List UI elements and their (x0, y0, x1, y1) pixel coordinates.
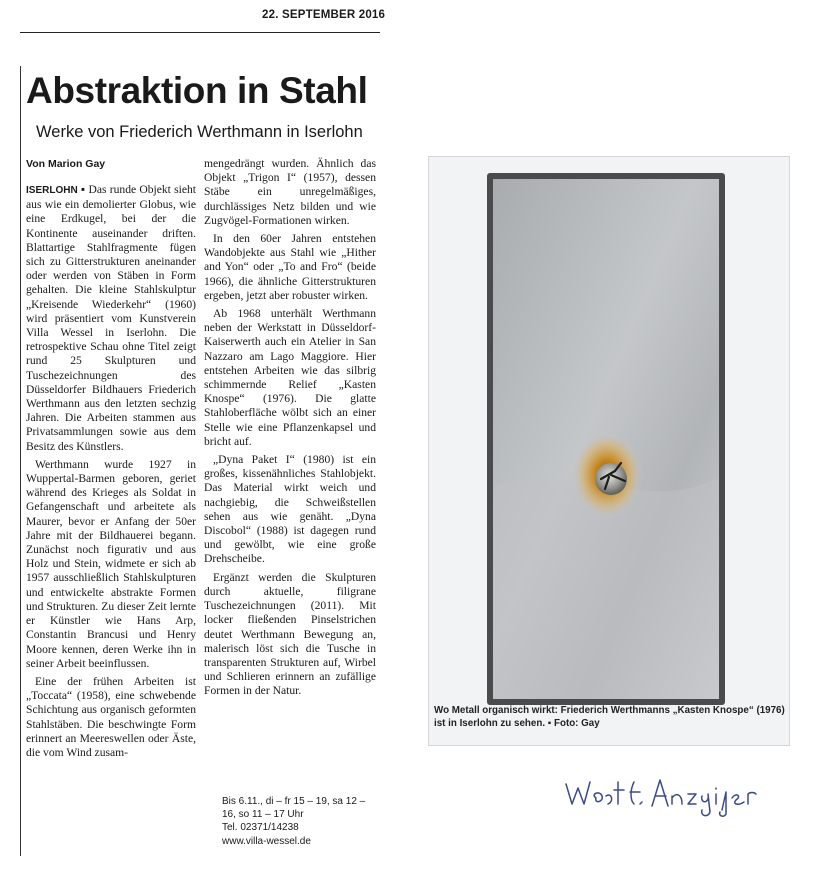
info-phone: Tel. 02371/14238 (222, 822, 299, 834)
paragraph: In den 60er Jahren entstehen Wandobjekte aus Stahl wie „Hither and Yon“ oder „To and Fro“ (beide 1966), die ähnliche Gitterstrukturen ergeben, jetzt aber robuster wirken. (204, 232, 376, 302)
handwritten-annotation (560, 770, 760, 825)
paragraph: Werthmann wurde 1927 in Wuppertal-Barmen geboren, geriet während des Krieges als Soldat in Gefangenschaft und arbeitete als Maurer, bevor er Anfang der 50er Jahre mit der Bildhauerei begann. Zunächst noch figurativ und aus Holz und Stein, widmete er sich ab 1957 ausschließlich Stahlskulpturen und entwickelte abstrakte Formen und Strukturen. Zu dieser Zeit lernte er Künstler wie Hans Arp, Constantin Brancusi und Henry Moore kennen, deren Werke ihn in seiner Arbeit beeinflussen. (26, 457, 196, 670)
paragraph-text: Das runde Objekt sieht aus wie ein demolierter Globus, wie eine Erdkugel, bei der die Kontinente auseinander driften. Blattartige Stahlfragmente fügen sich zu Gitterstrukturen aneinander oder werden von Stäben in Form gehalten. Die kleine Stahlskulptur „Kreisende Wiederkehr“ (1960) wird präsentiert vom Kunstverein Villa Wessel in Iserlohn. Die retrospektive Schau ohne Titel zeigt rund 25 Skulpturen und Tuschezeichnungen des Düsseldorfer Bildhauers Friederich Werthmann aus den letzten sechzig Jahren. Die Arbeiten stammen aus Privatsammlungen sowie aus dem Besitz des Künstlers. (26, 183, 196, 453)
info-website: www.villa-wessel.de (222, 835, 311, 847)
paragraph: Ergänzt werden die Skulpturen durch aktuelle, filigrane Tuschezeichnungen (2011). Mit locker fließenden Pinselstrichen deutet Werthmann Bewegung an, malerisch löst sich die Tusche in transparenten Strukturen auf, Wirbel und Schlieren erinnern an zufällige Formen in der Natur. (204, 570, 376, 698)
paragraph: Eine der frühen Arbeiten ist „Toccata“ (1958), eine schwebende Schichtung aus organisch geformten Stahlstäben. Die beschwingte Form erinnert an Meereswellen oder Äste, die vom Wind zusam- (26, 674, 196, 759)
handwriting-signature (560, 770, 760, 820)
paragraph: Ab 1968 unterhält Werthmann neben der Werkstatt in Düsseldorf-Kaiserwerth auch ein Atelier in San Nazzaro am Lago Maggiore. Hier entstehen Arbeiten wie das silbrig schimmernde Relief „Kasten Knospe“ (1976). Die glatte Stahloberfläche wölbt sich an einer Stelle wie eine Pflanzenkapsel und bricht auf. (204, 307, 376, 448)
publication-date: 22. SEPTEMBER 2016 (262, 9, 386, 21)
paragraph: „Dyna Paket I“ (1980) ist ein großes, kissenähnliches Stahlobjekt. Das Material wirkt weich und nachgiebig, die Schweißstellen sehen aus wie genäht. „Dyna Discobol“ (1988) ist dagegen rund und gewölbt, wie eine große Drehscheibe. (204, 453, 376, 566)
exhibition-info (222, 795, 372, 848)
top-rule (20, 32, 380, 33)
headline: Abstraktion in Stahl (26, 70, 368, 111)
paragraph (26, 183, 196, 454)
info-hours-1: Bis 6.11., di – fr 15 – 19, sa 12 – (222, 796, 366, 807)
article-column-2 (204, 157, 376, 703)
column-rule (20, 66, 21, 856)
lead-separator: ▪ (77, 183, 89, 196)
subheadline: Werke von Friederich Werthmann in Iserlohn (36, 123, 363, 141)
photo-caption: Wo Metall organisch wirkt: Friederich Werthmanns „Kasten Knospe“ (1976) ist in Iserlohn zu sehen. ▪ Foto: Gay (434, 705, 785, 729)
artwork-photo (428, 156, 790, 746)
byline: Von Marion Gay (26, 158, 106, 170)
kasten-knospe-image (429, 157, 789, 745)
article-column-1 (26, 183, 196, 764)
paragraph: mengedrängt wurden. Ähnlich das Objekt „Trigon I“ (1957), dessen Stäbe ein unregelmäßiges, durchlässiges Netz bilden und wie Zugvögel-Formationen wirken. (204, 157, 376, 227)
dateline: ISERLOHN (26, 185, 78, 196)
signature-stroke (566, 780, 756, 816)
info-hours-2: 16, so 11 – 17 Uhr (222, 809, 304, 821)
